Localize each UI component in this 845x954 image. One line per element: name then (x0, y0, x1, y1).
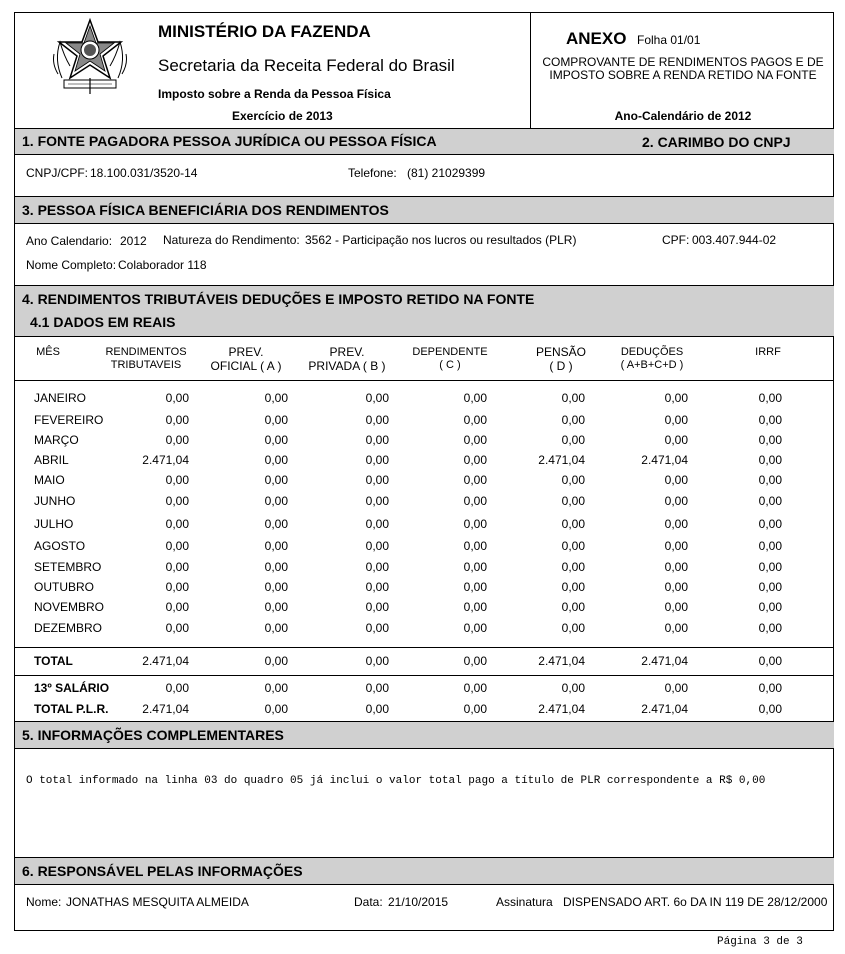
table-row-value: 0,00 (165, 621, 189, 635)
tax-title: Imposto sobre a Renda da Pessoa Física (158, 87, 391, 101)
table-row-value: 0,00 (758, 494, 782, 508)
rule (14, 380, 834, 381)
calendar-year: Ano-Calendário de 2012 (614, 109, 752, 123)
plr-row-value: 2.471,04 (538, 702, 585, 716)
table-row-value: 0,00 (365, 433, 389, 447)
total-row-value: 0,00 (264, 654, 288, 668)
sheet-number: Folha 01/01 (637, 33, 701, 47)
rule (14, 857, 834, 858)
table-row-value: 2.471,04 (641, 453, 688, 467)
table-row-value: 0,00 (365, 560, 389, 574)
table-row-value: 0,00 (664, 580, 688, 594)
table-row-value: 0,00 (264, 621, 288, 635)
table-row-value: 0,00 (758, 539, 782, 553)
cnpj-label: CNPJ/CPF: (26, 166, 89, 180)
table-row-value: 0,00 (264, 517, 288, 531)
table-row-value: 0,00 (264, 560, 288, 574)
table-row-value: 0,00 (758, 453, 782, 467)
thirteenth-row-value: 0,00 (463, 681, 487, 695)
thirteenth-row-value: 0,00 (664, 681, 688, 695)
table-row-value: 0,00 (664, 391, 688, 405)
rule (14, 285, 834, 286)
date-label: Data: (354, 895, 383, 909)
total-row-value: 2.471,04 (142, 654, 189, 668)
table-row-value: 0,00 (463, 580, 487, 594)
plr-row-value: 0,00 (264, 702, 288, 716)
table-row-value: 0,00 (463, 621, 487, 635)
table-row-value: 0,00 (561, 494, 585, 508)
signature-value: DISPENSADO ART. 6o DA IN 119 DE 28/12/2000 (563, 895, 828, 909)
column-header (390, 346, 510, 372)
cpf-label: CPF: (662, 233, 690, 247)
column-header-line-2: ( D ) (549, 359, 573, 373)
proof-line-2: IMPOSTO SOBRE A RENDA RETIDO NA FONTE (549, 68, 817, 82)
exercise-year: Exercício de 2013 (232, 109, 333, 123)
total-row-value: 0,00 (758, 654, 782, 668)
table-row-value: 0,00 (365, 391, 389, 405)
table-row-value: 2.471,04 (142, 453, 189, 467)
plr-row-value: 0,00 (758, 702, 782, 716)
signature-label: Assinatura (496, 895, 553, 909)
phone-label: Telefone: (348, 166, 397, 180)
rule (14, 675, 834, 676)
table-row-value: 0,00 (264, 580, 288, 594)
rule (14, 647, 834, 648)
section2-title: 2. CARIMBO DO CNPJ (642, 134, 791, 150)
column-header-line-1: PENSÃO (535, 345, 586, 359)
complementary-info: O total informado na linha 03 do quadro 05 já inclui o valor total pago a título de PLR correspondente a R$ 0,00 (26, 775, 766, 787)
table-row-value: 0,00 (365, 494, 389, 508)
plr-row-value: 0,00 (365, 702, 389, 716)
nature-label: Natureza do Rendimento: (163, 233, 300, 247)
table-row-label: ABRIL (34, 453, 69, 467)
table-row-value: 0,00 (264, 494, 288, 508)
table-row-value: 0,00 (561, 473, 585, 487)
responsible-name-label: Nome: (26, 895, 62, 909)
table-row-value: 0,00 (463, 539, 487, 553)
table-row-value: 2.471,04 (538, 453, 585, 467)
table-row-value: 0,00 (664, 560, 688, 574)
table-row-value: 0,00 (463, 494, 487, 508)
table-row-value: 0,00 (561, 621, 585, 635)
table-row-value: 0,00 (561, 391, 585, 405)
table-row-value: 0,00 (165, 560, 189, 574)
table-row-value: 0,00 (165, 539, 189, 553)
total-row-value: 2.471,04 (538, 654, 585, 668)
column-header-line-1: RENDIMENTOS (105, 346, 187, 358)
rule (14, 336, 834, 337)
column-header-line-1: PREV. (329, 345, 365, 359)
table-row-value: 0,00 (664, 413, 688, 427)
section3-title: 3. PESSOA FÍSICA BENEFICIÁRIA DOS RENDIMENTOS (22, 202, 389, 218)
table-row-value: 0,00 (758, 621, 782, 635)
section1-title: 1. FONTE PAGADORA PESSOA JURÍDICA OU PESSOA FÍSICA (22, 133, 437, 149)
table-row-value: 0,00 (264, 453, 288, 467)
thirteenth-row-value: 0,00 (561, 681, 585, 695)
table-row-value: 0,00 (365, 539, 389, 553)
table-row-value: 0,00 (463, 391, 487, 405)
table-row-value: 0,00 (365, 580, 389, 594)
table-row-value: 0,00 (264, 539, 288, 553)
table-row-value: 0,00 (365, 600, 389, 614)
table-row-value: 0,00 (264, 600, 288, 614)
table-row-value: 0,00 (365, 473, 389, 487)
date-value: 21/10/2015 (388, 895, 449, 909)
rule (14, 884, 834, 885)
proof-heading (532, 56, 834, 82)
table-row-value: 0,00 (264, 391, 288, 405)
plr-row-value: 0,00 (463, 702, 487, 716)
table-row-label: SETEMBRO (34, 560, 102, 574)
table-row-value: 0,00 (758, 433, 782, 447)
rule (14, 154, 834, 155)
table-row-value: 0,00 (561, 580, 585, 594)
table-row-value: 0,00 (664, 621, 688, 635)
table-row-value: 0,00 (463, 473, 487, 487)
nature-value: 3562 - Participação nos lucros ou resultados (PLR) (305, 233, 577, 247)
table-row-label: JANEIRO (34, 391, 87, 405)
total-row-value: 2.471,04 (641, 654, 688, 668)
table-row-value: 0,00 (165, 391, 189, 405)
cpf-value: 003.407.944-02 (692, 233, 777, 247)
table-row-value: 0,00 (463, 453, 487, 467)
table-row-value: 0,00 (664, 517, 688, 531)
thirteenth-row-value: 0,00 (165, 681, 189, 695)
table-row-value: 0,00 (165, 413, 189, 427)
coat-of-arms-icon (48, 16, 132, 96)
table-row-value: 0,00 (264, 433, 288, 447)
table-row-value: 0,00 (264, 473, 288, 487)
header-divider (530, 12, 531, 128)
table-row-value: 0,00 (664, 600, 688, 614)
table-row-value: 0,00 (561, 539, 585, 553)
table-row-value: 0,00 (561, 560, 585, 574)
table-row-value: 0,00 (561, 517, 585, 531)
secretariat-title: Secretaria da Receita Federal do Brasil (158, 56, 455, 75)
table-row-value: 0,00 (664, 539, 688, 553)
table-row-value: 0,00 (165, 494, 189, 508)
table-row-label: JULHO (34, 517, 74, 531)
rule (14, 748, 834, 749)
table-row-value: 0,00 (758, 600, 782, 614)
table-row-value: 0,00 (561, 600, 585, 614)
plr-row-value: 2.471,04 (641, 702, 688, 716)
column-header-line-2: ( A+B+C+D ) (620, 359, 684, 371)
table-row-label: JUNHO (34, 494, 76, 508)
table-row-value: 0,00 (463, 560, 487, 574)
name-label: Nome Completo: (26, 258, 117, 272)
total-row-value: 0,00 (463, 654, 487, 668)
annex-title: ANEXO (566, 29, 627, 48)
table-row-value: 0,00 (758, 413, 782, 427)
plr-row-value: 2.471,04 (142, 702, 189, 716)
table-row-value: 0,00 (664, 473, 688, 487)
column-header-line-2: ( C ) (439, 359, 461, 371)
table-row-value: 0,00 (463, 413, 487, 427)
proof-line-1: COMPROVANTE DE RENDIMENTOS PAGOS E DE (542, 55, 824, 69)
responsible-name-value: JONATHAS MESQUITA ALMEIDA (66, 895, 249, 909)
table-row-value: 0,00 (561, 413, 585, 427)
table-row-value: 0,00 (758, 473, 782, 487)
column-header (287, 346, 407, 373)
section4-subtitle: 4.1 DADOS EM REAIS (30, 314, 176, 330)
year-label: Ano Calendario: (26, 234, 113, 248)
table-row-value: 0,00 (758, 580, 782, 594)
table-row-label: MARÇO (34, 433, 79, 447)
table-row-value: 0,00 (264, 413, 288, 427)
column-header-line-2: OFICIAL ( A ) (210, 359, 282, 373)
column-header (708, 346, 828, 359)
section6-title: 6. RESPONSÁVEL PELAS INFORMAÇÕES (22, 863, 303, 879)
total-row-label: TOTAL (34, 654, 73, 668)
thirteenth-row-value: 0,00 (365, 681, 389, 695)
section5-title: 5. INFORMAÇÕES COMPLEMENTARES (22, 727, 284, 743)
rule (14, 223, 834, 224)
year-value: 2012 (120, 234, 147, 248)
table-row-label: OUTUBRO (34, 580, 94, 594)
table-row-value: 0,00 (165, 517, 189, 531)
column-header-line-1: PREV. (228, 345, 264, 359)
table-row-value: 0,00 (365, 621, 389, 635)
column-header-line-1: MÊS (36, 346, 60, 358)
thirteenth-row-value: 0,00 (758, 681, 782, 695)
ministry-title: MINISTÉRIO DA FAZENDA (158, 22, 371, 41)
column-header-line-2: PRIVADA ( B ) (308, 359, 386, 373)
table-row-value: 0,00 (758, 391, 782, 405)
table-row-value: 0,00 (758, 517, 782, 531)
table-row-value: 0,00 (463, 600, 487, 614)
table-row-value: 0,00 (365, 453, 389, 467)
total-row-value: 0,00 (365, 654, 389, 668)
table-row-value: 0,00 (463, 517, 487, 531)
table-row-label: AGOSTO (34, 539, 86, 553)
table-row-value: 0,00 (165, 580, 189, 594)
table-row-label: NOVEMBRO (34, 600, 105, 614)
table-row-value: 0,00 (463, 433, 487, 447)
column-header-line-1: DEDUÇÕES (620, 346, 684, 358)
table-row-label: DEZEMBRO (34, 621, 103, 635)
plr-row-label: TOTAL P.L.R. (34, 702, 109, 716)
rule (14, 196, 834, 197)
section4-title: 4. RENDIMENTOS TRIBUTÁVEIS DEDUÇÕES E IMPOSTO RETIDO NA FONTE (22, 291, 535, 307)
column-header-line-1: DEPENDENTE (412, 346, 488, 358)
name-value: Colaborador 118 (118, 258, 207, 272)
table-row-value: 0,00 (664, 494, 688, 508)
cnpj-value: 18.100.031/3520-14 (90, 166, 198, 180)
table-row-value: 0,00 (561, 433, 585, 447)
table-row-value: 0,00 (165, 600, 189, 614)
rule (14, 721, 834, 722)
table-row-value: 0,00 (165, 473, 189, 487)
table-row-value: 0,00 (365, 413, 389, 427)
column-header (592, 346, 712, 372)
thirteenth-row-label: 13º SALÁRIO (34, 681, 110, 695)
page-number: Página 3 de 3 (717, 936, 803, 948)
table-row-value: 0,00 (165, 433, 189, 447)
thirteenth-row-value: 0,00 (264, 681, 288, 695)
rule (14, 128, 834, 129)
table-row-value: 0,00 (664, 433, 688, 447)
column-header-line-2: TRIBUTAVEIS (110, 359, 182, 371)
table-row-label: MAIO (34, 473, 65, 487)
table-row-value: 0,00 (365, 517, 389, 531)
table-row-label: FEVEREIRO (34, 413, 104, 427)
column-header-line-1: IRRF (755, 346, 781, 358)
phone-value: (81) 21029399 (407, 166, 486, 180)
table-row-value: 0,00 (758, 560, 782, 574)
